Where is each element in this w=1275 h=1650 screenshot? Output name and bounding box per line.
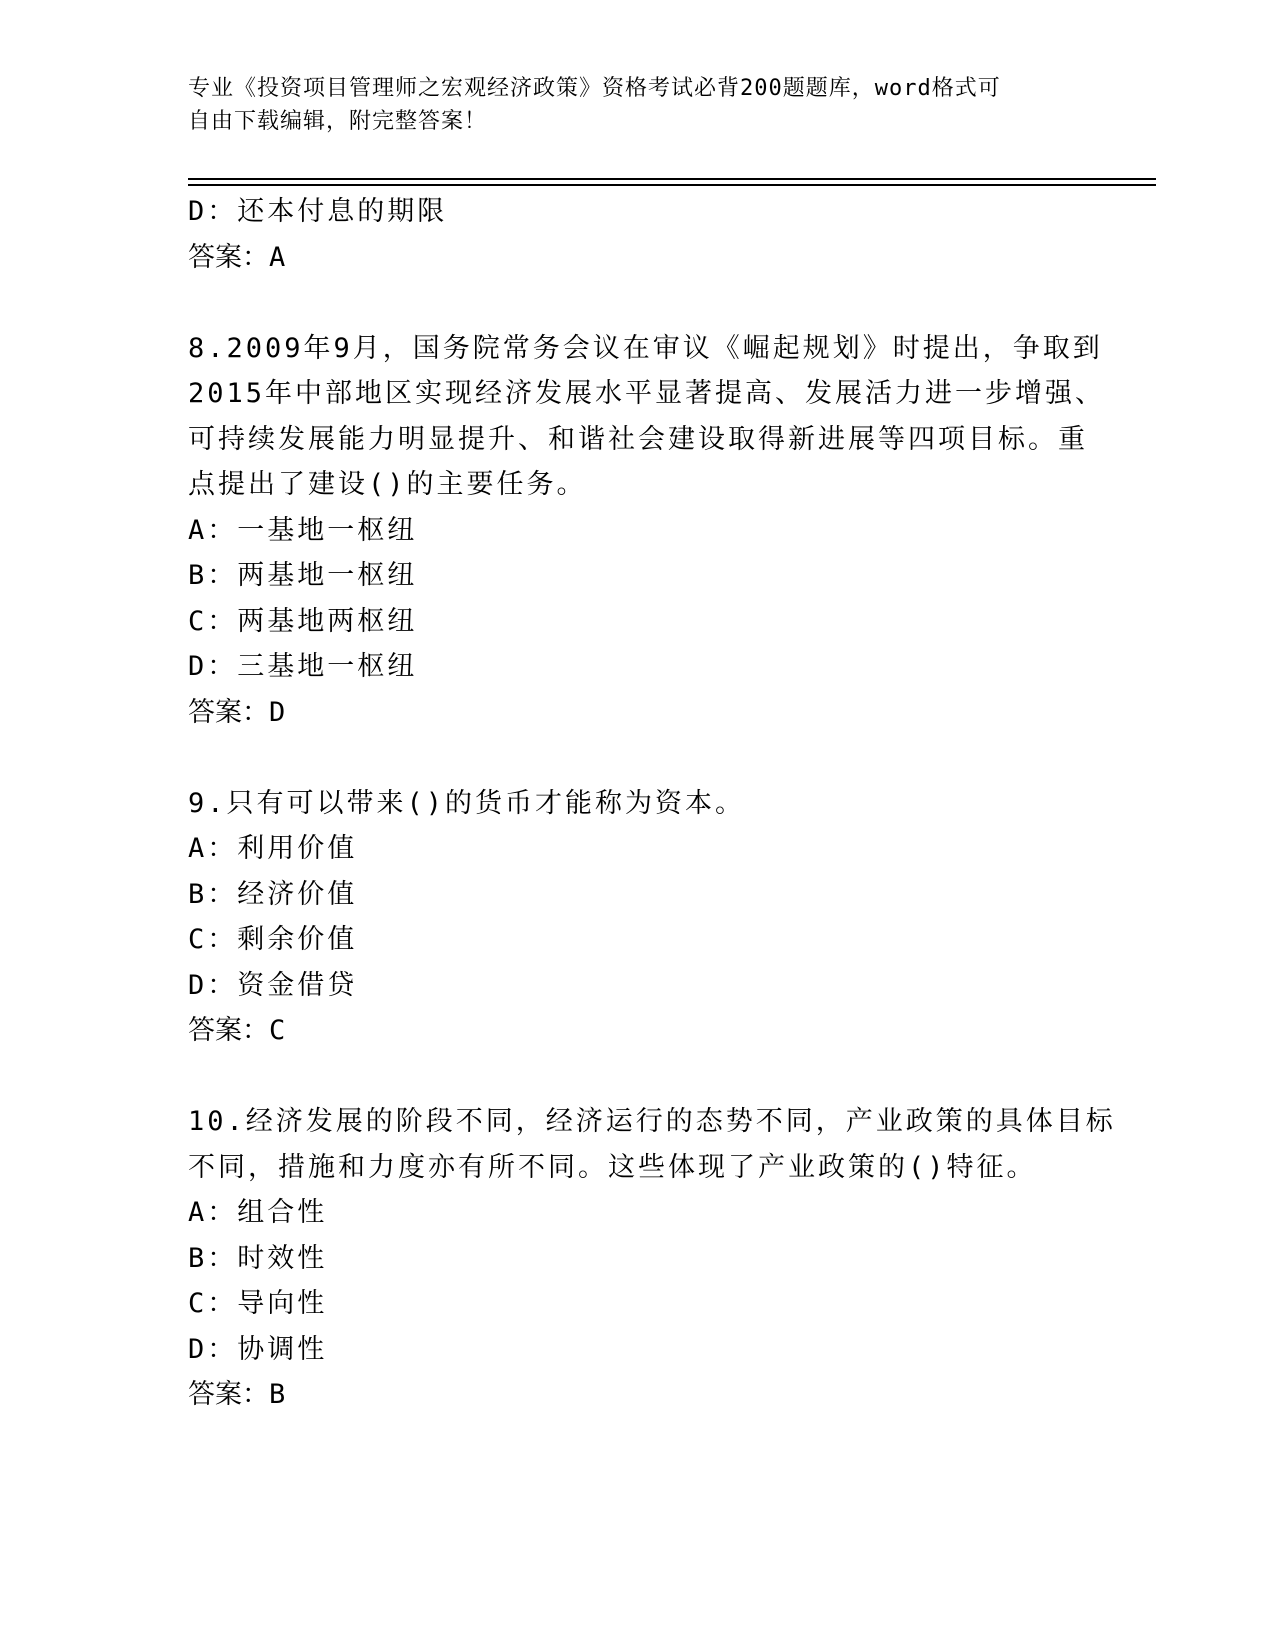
option-c: C：导向性 [188, 1288, 328, 1319]
document-header [188, 72, 1068, 138]
option-c: C：剩余价值 [188, 924, 358, 955]
answer [188, 690, 1088, 736]
answer [188, 1372, 1088, 1418]
question-stem-line: 点提出了建设()的主要任务。 [188, 469, 587, 500]
question-stem-line: 10.经济发展的阶段不同，经济运行的态势不同，产业政策的具体目标 [188, 1106, 1116, 1137]
answer-value: B [269, 1379, 289, 1410]
answer-value: D [269, 696, 289, 728]
question-stem-line: 不同，措施和力度亦有所不同。这些体现了产业政策的()特征。 [188, 1151, 1037, 1183]
option-d: D：协调性 [188, 1333, 328, 1365]
option-d: D：资金借贷 [188, 969, 358, 1001]
header-divider-top [188, 178, 1156, 180]
option-a: A：组合性 [188, 1197, 328, 1228]
option-a: A：一基地一枢纽 [188, 514, 418, 546]
answer-value: C [269, 1015, 289, 1046]
question-8 [188, 326, 1106, 736]
option-d: D：三基地一枢纽 [188, 651, 418, 682]
q7-answer [188, 235, 1088, 281]
question-stem-line: 2015年中部地区实现经济发展水平显著提高、发展活力进一步增强、 [188, 378, 1106, 409]
option-c: C：两基地两枢纽 [188, 605, 418, 637]
option-b: B：时效性 [188, 1242, 328, 1274]
question-stem-line: 可持续发展能力明显提升、和谐社会建设取得新进展等四项目标。重 [188, 423, 1088, 455]
header-divider-bottom [188, 184, 1156, 186]
q7-option-d: D：还本付息的期限 [188, 196, 448, 227]
answer-label: 答案： [188, 1015, 269, 1046]
spacer [188, 735, 1088, 781]
answer [188, 1008, 1088, 1054]
option-a: A：利用价值 [188, 833, 358, 864]
spacer [188, 280, 1088, 326]
answer-label: 答案： [188, 241, 269, 273]
question-9 [188, 781, 1088, 1054]
option-b: B：经济价值 [188, 878, 358, 910]
spacer [188, 1054, 1088, 1100]
question-stem-line: 9.只有可以带来()的货币才能称为资本。 [188, 787, 746, 819]
question-content [188, 189, 1116, 1418]
question-10 [188, 1099, 1116, 1418]
answer-value: A [269, 241, 289, 273]
answer-label: 答案： [188, 1379, 269, 1410]
answer-label: 答案： [188, 696, 269, 728]
question-stem-line: 8.2009年9月，国务院常务会议在审议《崛起规划》时提出，争取到 [188, 332, 1103, 364]
header-line-2: 自由下载编辑，附完整答案！ [188, 109, 488, 134]
option-b: B：两基地一枢纽 [188, 560, 418, 591]
header-line-1: 专业《投资项目管理师之宏观经济政策》资格考试必背200题题库，word格式可 [188, 76, 1001, 101]
